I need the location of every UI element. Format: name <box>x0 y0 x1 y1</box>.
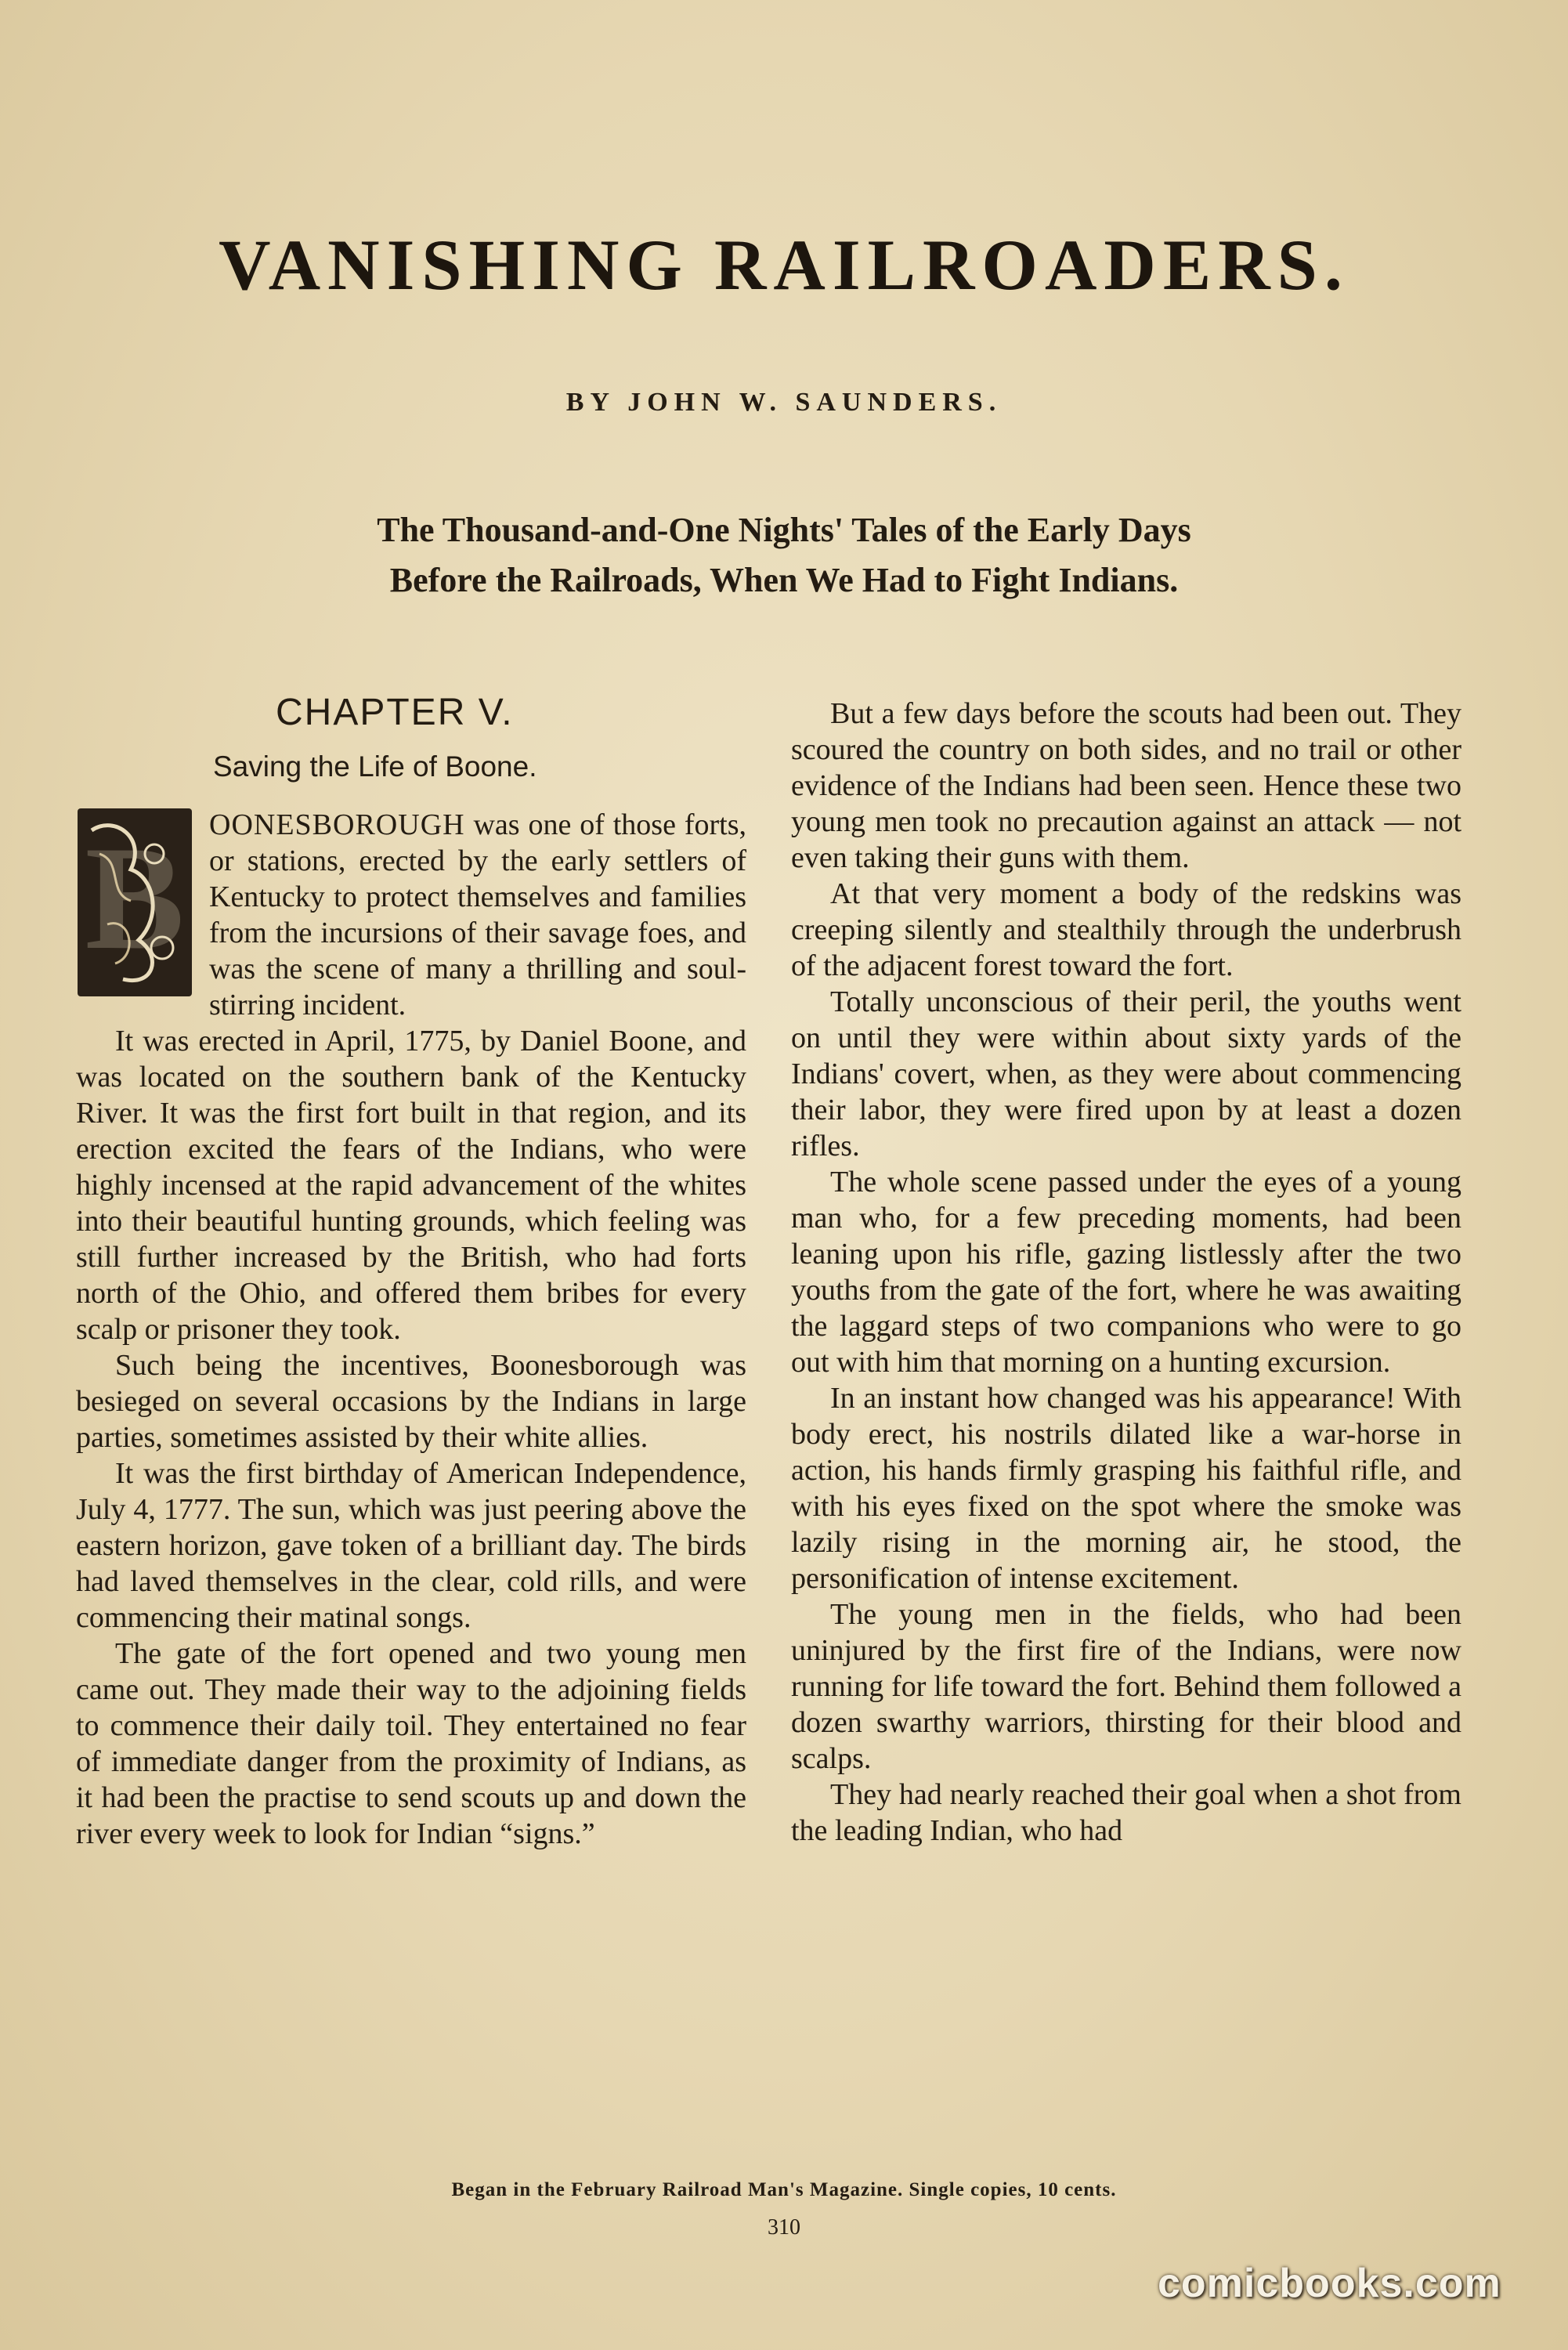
site-watermark: comicbooks.com <box>1158 2261 1501 2306</box>
paragraph-11: The young men in the fields, who had been uninjured by the first fire of the Indians, were now running for life toward the fort. Behind them followed a dozen swarthy warriors, thirsting for their blood and scalps. <box>791 1598 1461 1775</box>
author-byline: BY JOHN W. SAUNDERS. <box>565 388 1003 417</box>
subheading-line-1: The Thousand-and-One Nights' Tales of the Early Days <box>377 511 1191 549</box>
paragraph-10: In an instant how changed was his appearance! With body erect, his nostrils dilated like a war-horse in action, his hands firmly grasping his faithful rifle, and with his eyes fixed on the spot where the smoke was lazily rising in the morning air, he stood, the personification of intense excitement. <box>791 1382 1461 1595</box>
paragraph-1-text: was one of those forts, or stations, erected by the early settlers of Kentucky to protect themselves and families from the incursions of their savage foes, and was the scene of many a thrilling and soul-stirring incident. <box>209 808 746 1021</box>
paragraph-2: It was erected in April, 1775, by Daniel Boone, and was located on the southern bank of the Kentucky River. It was the first fort built in that region, and its erection excited the fears of the Indians, who were highly incensed at the rapid advancement of the whites into their beautiful hunting grounds, which feeling was still further increased by the British, who had forts north of the Ohio, and offered them bribes for every scalp or prisoner they took. <box>76 1025 746 1346</box>
drop-cap-letter: B <box>85 816 185 981</box>
chapter-subtitle: Saving the Life of Boone. <box>213 750 537 783</box>
ornamental-drop-cap <box>76 807 193 998</box>
first-word: OONESBOROUGH <box>209 808 465 841</box>
right-column <box>791 696 1461 1849</box>
paragraph-5: The gate of the fort opened and two young men came out. They made their way to the adjoining fields to commence their daily toil. They entertained no fear of immediate danger from the proximity of Indians, as it had been the practise to send scouts up and down the river every week to look for Indian “signs.” <box>76 1637 746 1850</box>
page-number: 310 <box>768 2215 800 2240</box>
paragraph-7: At that very moment a body of the redskins was creeping silently and stealthily through the underbrush of the adjacent forest toward the fort. <box>791 877 1461 982</box>
footer-note: Began in the February Railroad Man's Magazine. Single copies, 10 cents. <box>451 2179 1117 2200</box>
paragraph-3: Such being the incentives, Boonesborough was besieged on several occasions by the Indians in large parties, sometimes assisted by their white allies. <box>76 1349 746 1454</box>
paragraph-9: The whole scene passed under the eyes of a young man who, for a few preceding moments, had been leaning upon his rifle, gazing listlessly after the two youths from the gate of the fort, where he was awaiting the laggard steps of two companions who were to go out with him that morning on a hunting excursion. <box>791 1166 1461 1379</box>
left-column <box>76 689 746 1852</box>
paragraph-4: It was the first birthday of American Independence, July 4, 1777. The sun, which was just peering above the eastern horizon, gave token of a brilliant day. The birds had laved themselves in the clear, cold rills, and were commencing their matinal songs. <box>76 1457 746 1634</box>
subheading-line-2: Before the Railroads, When We Had to Fight Indians. <box>389 561 1179 599</box>
paragraph-12: They had nearly reached their goal when a shot from the leading Indian, who had <box>791 1778 1461 1847</box>
article-subheading <box>0 505 1568 606</box>
paragraph-8: Totally unconscious of their peril, the youths went on until they were within about sixty yards of the Indians' covert, when, as they were about commencing their labor, they were fired upon by at least a dozen rifles. <box>791 985 1461 1162</box>
article-title: VANISHING RAILROADERS. <box>219 225 1349 305</box>
paragraph-6: But a few days before the scouts had been out. They scoured the country on both sides, and no trail or other evidence of the Indians had been seen. Hence these two young men took no precaution against an attack — not even taking their guns with them. <box>791 697 1461 874</box>
chapter-heading: CHAPTER V. <box>276 692 514 733</box>
